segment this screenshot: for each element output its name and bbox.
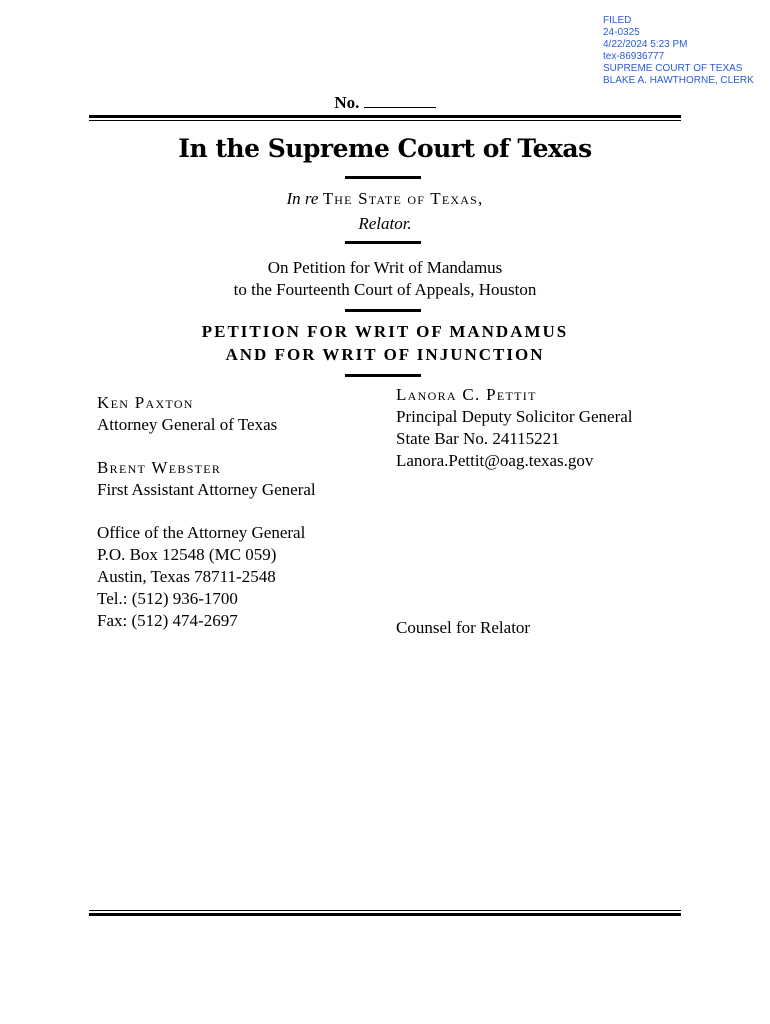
stamp-line: FILED [603, 15, 632, 26]
stamp-line: 24-0325 [603, 27, 640, 38]
counsel-name: Brent Webster [97, 458, 222, 477]
divider [345, 176, 421, 179]
bottom-double-rule [89, 910, 681, 916]
stamp-line: tex-86936777 [603, 51, 665, 62]
in-re-prefix: In re [286, 189, 319, 208]
right-counsel-block [396, 384, 633, 472]
divider [345, 374, 421, 377]
divider [345, 241, 421, 244]
filing-stamp [603, 15, 754, 87]
bar-number: State Bar No. 24115221 [396, 429, 560, 448]
party-name: The State of Texas, [322, 189, 484, 208]
counsel-title: First Assistant Attorney General [97, 480, 316, 499]
left-counsel-block-2 [97, 457, 316, 501]
counsel-role: Counsel for Relator [396, 618, 531, 637]
counsel-title: Principal Deputy Solicitor General [396, 407, 633, 426]
petition-line-1: On Petition for Writ of Mandamus [267, 258, 503, 277]
case-number-label: No. [334, 93, 360, 112]
court-title: In the Supreme Court of Texas [178, 134, 592, 163]
document-title-line-2: AND FOR WRIT OF INJUNCTION [225, 345, 545, 364]
divider [345, 309, 421, 312]
petition-line-2: to the Fourteenth Court of Appeals, Houston [233, 280, 537, 299]
stamp-line: BLAKE A. HAWTHORNE, CLERK [603, 75, 754, 86]
address-line: Tel.: (512) 936-1700 [97, 589, 238, 608]
stamp-line: SUPREME COURT OF TEXAS [603, 63, 743, 74]
address-line: Fax: (512) 474-2697 [97, 611, 238, 630]
case-number-blank [364, 93, 436, 108]
counsel-name: Ken Paxton [97, 393, 194, 412]
counsel-name: Lanora C. Pettit [396, 385, 537, 404]
left-counsel-block [97, 392, 277, 436]
office-address [97, 522, 305, 632]
stamp-line: 4/22/2024 5:23 PM [603, 39, 688, 50]
case-number [0, 93, 770, 113]
address-line: Austin, Texas 78711-2548 [97, 567, 276, 586]
in-re-line [0, 189, 770, 209]
party-role: Relator. [358, 214, 412, 233]
top-double-rule [89, 115, 681, 121]
address-line: Office of the Attorney General [97, 523, 306, 542]
counsel-email: Lanora.Pettit@oag.texas.gov [396, 451, 594, 470]
document-title-line-1: PETITION FOR WRIT OF MANDAMUS [201, 322, 569, 341]
address-line: P.O. Box 12548 (MC 059) [97, 545, 277, 564]
counsel-title: Attorney General of Texas [97, 415, 278, 434]
